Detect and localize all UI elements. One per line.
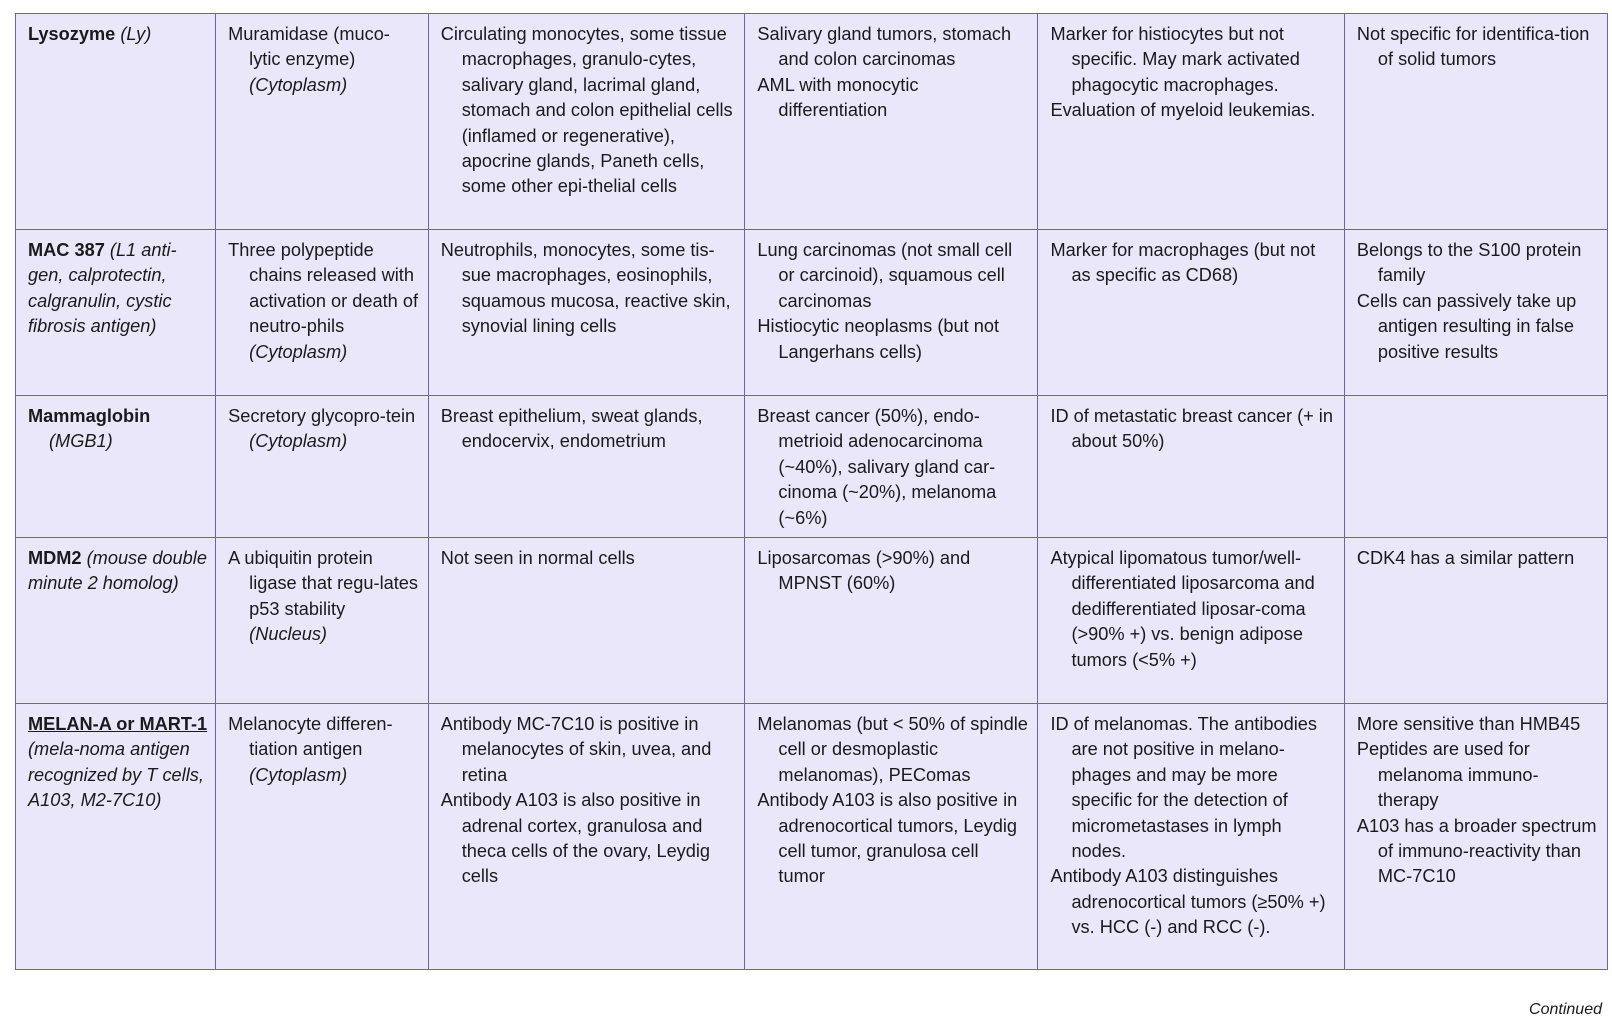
use-cell: [1038, 538, 1344, 704]
marker-name: MAC 387: [28, 240, 105, 260]
use-cell: [1038, 396, 1344, 538]
marker-alias: (MGB1): [49, 431, 113, 452]
normal-tissue-cell: [428, 704, 745, 970]
cell-location: (Cytoplasm): [249, 74, 348, 95]
marker-name: Mammaglobin: [28, 406, 151, 426]
tumor-line: Lung carcinomas (not small cell or carcinoid), squamous cell carcinomas: [757, 240, 1013, 311]
normal-line: Neutrophils, monocytes, some tis-sue macrophages, eosinophils, squamous mucosa, reactive skin, synovial lining cells: [440, 240, 731, 337]
function-cell: [216, 230, 429, 396]
marker-cell: [16, 538, 216, 704]
normal-tissue-cell: [428, 14, 745, 230]
function-line: A ubiquitin protein ligase that regu-lates p53 stability: [228, 548, 418, 619]
tumor-line: Salivary gland tumors, stomach and colon carcinomas: [757, 24, 1012, 70]
comment-line: Peptides are used for melanoma immuno-therapy: [1356, 739, 1539, 811]
comment-line: CDK4 has a similar pattern: [1356, 548, 1575, 569]
table-row-mammaglobin: [16, 396, 1608, 538]
comment-line: Belongs to the S100 protein family: [1356, 240, 1582, 286]
comments-cell: [1344, 396, 1607, 538]
tumor-line: Breast cancer (50%), endo-metrioid adenocarcinoma (~40%), salivary gland car-cinoma (~20%), melanoma (~6%): [757, 406, 997, 528]
comments-cell: [1344, 230, 1607, 396]
comment-line: Cells can passively take up antigen resulting in false positive results: [1356, 290, 1577, 362]
table-row-melan-a: [16, 704, 1608, 970]
use-cell: [1038, 704, 1344, 970]
function-cell: [216, 538, 429, 704]
normal-tissue-cell: [428, 538, 745, 704]
use-line: Marker for histiocytes but not specific. May mark activated phagocytic macrophages.: [1050, 24, 1300, 95]
function-cell: [216, 14, 429, 230]
tumor-line: Melanomas (but < 50% of spindle cell or desmoplastic melanomas), PEComas: [757, 714, 1028, 785]
marker-name: MELAN-A or MART-1: [28, 714, 208, 735]
tumor-line: AML with monocytic differentiation: [757, 74, 919, 121]
marker-cell: [16, 14, 216, 230]
tumor-cell: [745, 14, 1038, 230]
normal-line: Breast epithelium, sweat glands, endocervix, endometrium: [440, 406, 703, 452]
normal-line: Antibody A103 is also positive in adrenal cortex, granulosa and theca cells of the ovary, Leydig cells: [440, 790, 711, 887]
tumor-line: Histiocytic neoplasms (but not Langerhans cells): [757, 316, 1000, 362]
use-cell: [1038, 230, 1344, 396]
marker-name: MDM2: [28, 548, 82, 569]
comments-cell: [1344, 14, 1607, 230]
normal-tissue-cell: [428, 230, 745, 396]
marker-alias: (L1 anti-gen, calprotectin, calgranulin, cystic fibrosis antigen): [28, 240, 177, 337]
function-line: Melanocyte differen-tiation antigen: [228, 714, 393, 760]
tumor-cell: [745, 230, 1038, 396]
continued-note: Continued: [1529, 1001, 1602, 1018]
normal-tissue-cell: [428, 396, 745, 538]
marker-alias: (Ly): [115, 24, 152, 44]
function-line: Muramidase (muco-lytic enzyme): [228, 24, 390, 70]
comment-line: Not specific for identifica-tion of solid tumors: [1356, 24, 1590, 70]
marker-cell: [16, 230, 216, 396]
use-line: Marker for macrophages (but not as specific as CD68): [1050, 240, 1316, 286]
marker-name: Lysozyme: [28, 24, 116, 44]
comment-line: More sensitive than HMB45: [1356, 714, 1581, 735]
use-line: Antibody A103 distinguishes adrenocortical tumors (≥50% +) vs. HCC (-) and RCC (-).: [1050, 866, 1326, 938]
tumor-cell: [745, 538, 1038, 704]
table-row-mdm2: [16, 538, 1608, 704]
marker-cell: [16, 704, 216, 970]
tumor-line: Liposarcomas (>90%) and MPNST (60%): [757, 548, 971, 594]
use-line: Atypical lipomatous tumor/well-differentiated liposarcoma and dedifferentiated liposar-coma (>90% +) vs. benign adipose tumors (<5% +): [1050, 548, 1315, 670]
tumor-cell: [745, 704, 1038, 970]
marker-cell: [16, 396, 216, 538]
function-line: Three polypeptide chains released with activation or death of neutro-phils: [228, 240, 419, 337]
tumor-cell: [745, 396, 1038, 538]
normal-line: Circulating monocytes, some tissue macrophages, granulo-cytes, salivary gland, lacrimal gland, stomach and colon epithelial cells (inflamed or regenerative), apocrine glands, Paneth cells, some other epi-thelial cells: [440, 24, 733, 197]
function-cell: [216, 396, 429, 538]
function-cell: [216, 704, 429, 970]
marker-alias: (mouse double minute 2 homolog): [28, 548, 207, 594]
use-line: ID of metastatic breast cancer (+ in about 50%): [1050, 406, 1333, 452]
table-row-lysozyme: [16, 14, 1608, 230]
cell-location: (Cytoplasm): [249, 431, 348, 452]
marker-table: [15, 13, 1608, 970]
marker-alias: (mela-noma antigen recognized by T cells, A103, M2-7C10): [28, 739, 204, 811]
use-cell: [1038, 14, 1344, 230]
comments-cell: [1344, 704, 1607, 970]
comment-line: A103 has a broader spectrum of immuno-reactivity than MC-7C10: [1356, 815, 1597, 887]
use-line: Evaluation of myeloid leukemias.: [1050, 100, 1316, 121]
normal-line: Antibody MC-7C10 is positive in melanocytes of skin, uvea, and retina: [440, 714, 712, 785]
cell-location: (Cytoplasm): [249, 341, 348, 362]
cell-location: (Nucleus): [249, 624, 327, 645]
comments-cell: [1344, 538, 1607, 704]
cell-location: (Cytoplasm): [249, 764, 348, 785]
normal-line: Not seen in normal cells: [440, 548, 635, 569]
tumor-line: Antibody A103 is also positive in adrenocortical tumors, Leydig cell tumor, granulosa cell tumor: [757, 790, 1018, 887]
function-line: Secretory glycopro-tein: [228, 406, 416, 426]
table-row-mac387: [16, 230, 1608, 396]
use-line: ID of melanomas. The antibodies are not positive in melano-phages and may be more specific for the detection of micrometastases in lymph nodes.: [1050, 714, 1317, 862]
